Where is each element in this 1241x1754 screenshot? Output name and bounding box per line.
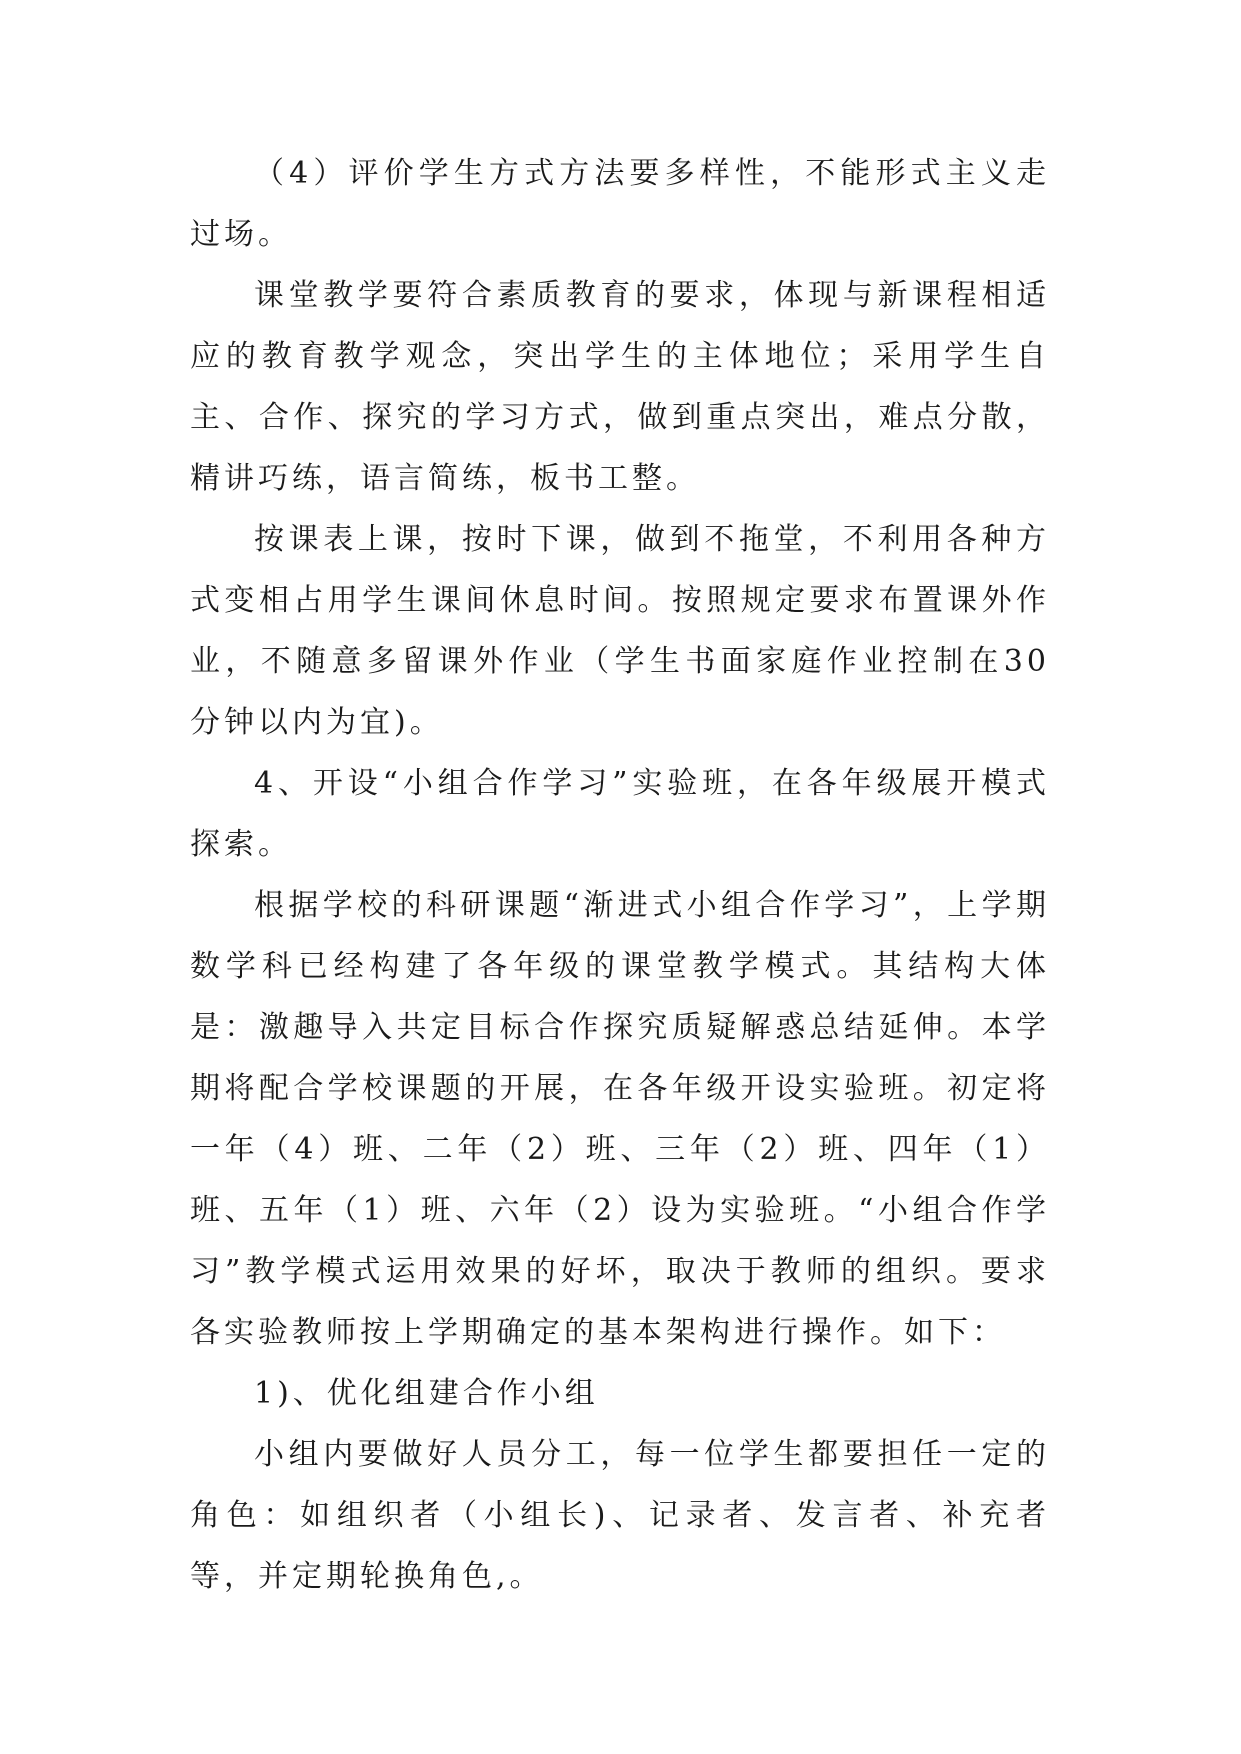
paragraph-research-topic: 根据学校的科研课题“渐进式小组合作学习”，上学期数学科已经构建了各年级的课堂教学模式。其结构大体是：激趣导入共定目标合作探究质疑解惑总结延伸。本学期将配合学校课题的开展，在各年级开设实验班。初定将一年（4）班、二年（2）班、三年（2）班、四年（1）班、五年（1）班、六年（2）设为实验班。“小组合作学习”教学模式运用效果的好坏，取决于教师的组织。要求各实验教师按上学期确定的基本架构进行操作。如下： xyxy=(190,888,1050,1350)
paragraph-section-heading-4: 4、开设“小组合作学习”实验班，在各年级展开模式探索。 xyxy=(190,766,1050,862)
document-body xyxy=(190,143,1050,1607)
paragraph-evaluation-methods: （4）评价学生方式方法要多样性，不能形式主义走过场。 xyxy=(190,156,1050,252)
paragraph-group-roles: 小组内要做好人员分工，每一位学生都要担任一定的角色：如组织者（小组长)、记录者、发言者、补充者等，并定期轮换角色,。 xyxy=(190,1437,1050,1594)
paragraph-subheading-1: 1)、优化组建合作小组 xyxy=(254,1376,599,1411)
paragraph-classroom-teaching: 课堂教学要符合素质教育的要求，体现与新课程相适应的教育教学观念，突出学生的主体地位；采用学生自主、合作、探究的学习方式，做到重点突出，难点分散，精讲巧练，语言简练，板书工整。 xyxy=(190,278,1050,496)
paragraph-class-schedule: 按课表上课，按时下课，做到不拖堂，不利用各种方式变相占用学生课间休息时间。按照规定要求布置课外作业，不随意多留课外作业（学生书面家庭作业控制在30分钟以内为宜)。 xyxy=(190,522,1050,740)
